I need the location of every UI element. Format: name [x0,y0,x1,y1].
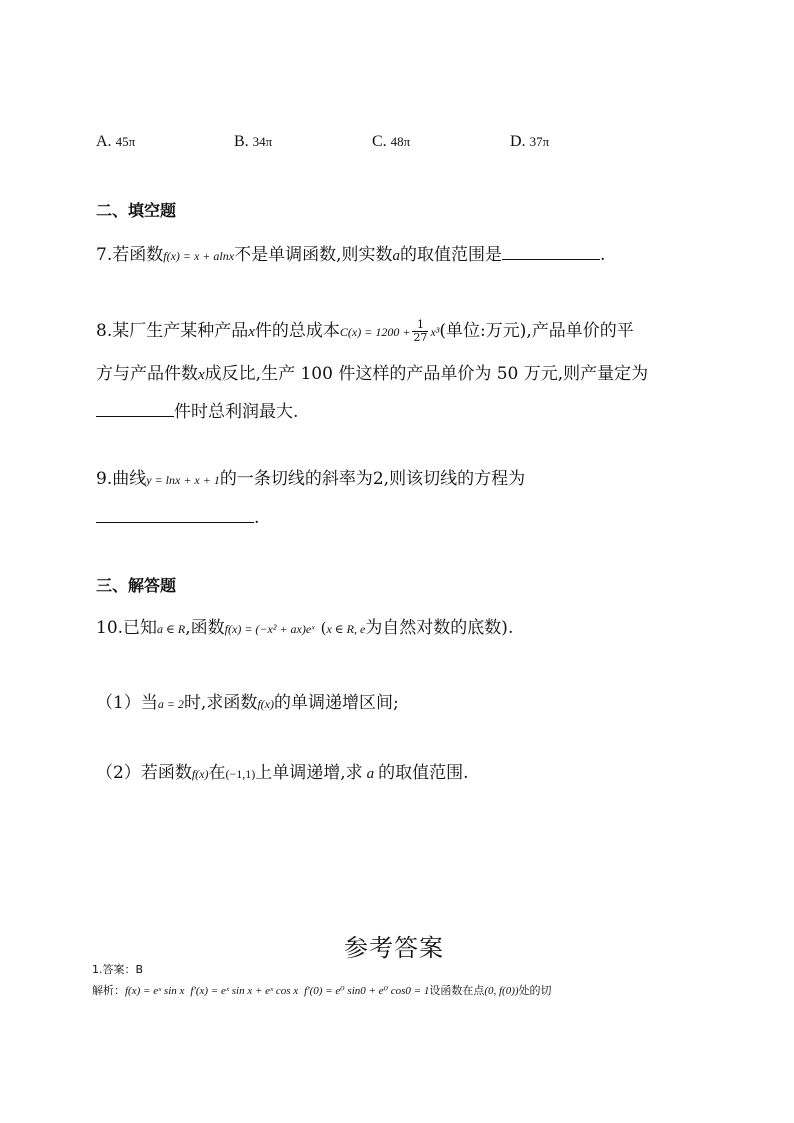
q8-answer-blank [96,402,174,417]
question-9-line-2 [96,508,259,527]
q10-2-prefix: 若函数 [140,763,192,783]
q8-var-2: x [198,367,205,383]
analysis-f1: f(x) = eˣ sin x [125,985,185,997]
q7-var: a [392,248,400,264]
q10-2-suffix2: 的取值范围. [378,763,469,783]
q9-end: . [254,508,260,528]
question-7 [96,245,605,264]
q9-suffix: 的一条切线的斜率为2,则该切线的方程为 [219,469,526,489]
q10-2-interval: (−1,1) [225,767,256,781]
q10-suffix: 为自然对数的底数). [365,618,514,638]
q7-formula: f(x) = x + alnx [163,249,235,263]
q8-line3: 件时总利润最大. [174,402,299,422]
q10-prefix: 10.已知 [96,618,158,638]
q10-1-label: （1） [96,693,141,713]
q10-2-var: a [366,766,375,782]
q8-prefix: 8.某厂生产某种产品 [96,321,249,341]
option-b [234,133,272,151]
answer-section-title: 参考答案 [344,934,444,962]
question-10 [96,620,513,637]
option-b-letter: B. [234,133,249,150]
q10-1-prefix: 当 [140,693,158,713]
option-c-letter: C. [372,133,387,150]
q7-answer-blank [502,245,600,260]
q10-2-mid: 在 [208,763,226,783]
q10-1-cond: a = 2 [157,697,184,711]
analysis-point: (0, f(0)) [484,985,519,997]
q10-cond: a ∈ R [157,622,186,636]
option-c-value: 48π [390,134,411,149]
analysis-f2: f′(x) = eˣ sin x + eˣ cos x [190,985,299,997]
question-8-line-2 [96,366,648,383]
option-d [510,133,549,151]
question-8-line-1 [96,319,634,344]
analysis-text: 设函数在点 [429,984,485,997]
q7-mid: 不是单调函数,则实数 [234,245,393,265]
option-a-value: 45π [115,134,136,149]
q8-frac-numerator: 1 [416,318,424,331]
q8-formula-b: x³ [430,325,440,339]
q7-end: . [599,245,606,265]
q7-prefix: 7.若函数 [96,245,164,265]
question-10-part-2 [96,765,469,782]
q8-var: x [248,324,255,340]
q10-1-suffix: 的单调递增区间; [274,693,399,713]
q8-line2b: 成反比,生产 100 件这样的产品单价为 50 万元,则产量定为 [204,364,649,384]
analysis-f3: f′(0) = e⁰ sin0 + e⁰ cos0 = 1 [304,985,430,997]
q8-formula-a: C(x) = 1200 + [339,325,411,339]
q8-line2a: 方与产品件数 [96,364,198,384]
question-8-line-3 [96,402,298,421]
option-b-value: 34π [252,134,273,149]
option-d-value: 37π [529,134,550,149]
q9-prefix: 9.曲线 [96,469,147,489]
q10-1-mid: 时,求函数 [183,693,258,713]
section-heading-fill-in: 二、填空题 [96,201,177,220]
analysis-line [92,982,552,998]
option-a-letter: A. [96,133,112,150]
option-c [372,133,410,151]
q8-unit: (单位:万元),产品单价的平 [439,321,634,341]
q10-formula: f(x) = (−x² + ax)eˣ [224,622,315,636]
q10-1-formula: f(x) [257,697,274,711]
question-9 [96,471,525,488]
q9-formula: y = lnx + x + 1 [146,473,220,487]
analysis-text2: 处的切 [518,984,552,997]
analysis-label: 解析： [92,984,125,997]
option-d-letter: D. [510,133,526,150]
q10-2-label: （2） [96,763,141,783]
q10-mid: ,函数 [185,618,225,638]
q8-frac-denominator: 27 [413,331,428,344]
answer-1: 1.答案：B [92,963,144,976]
question-10-part-1 [96,695,399,712]
section-heading-solutions: 三、解答题 [96,576,177,595]
q8-fraction [412,319,428,344]
q10-2-suffix1: 上单调递增,求 [255,763,363,783]
q7-suffix: 的取值范围是 [399,245,502,265]
q9-answer-blank [96,508,254,523]
q10-cond2: x ∈ R, e [326,622,366,636]
q10-2-formula: f(x) [191,767,209,781]
option-a [96,133,135,151]
q8-mid1: 件的总成本 [254,321,340,341]
q10-paren-open: ( [320,619,327,637]
